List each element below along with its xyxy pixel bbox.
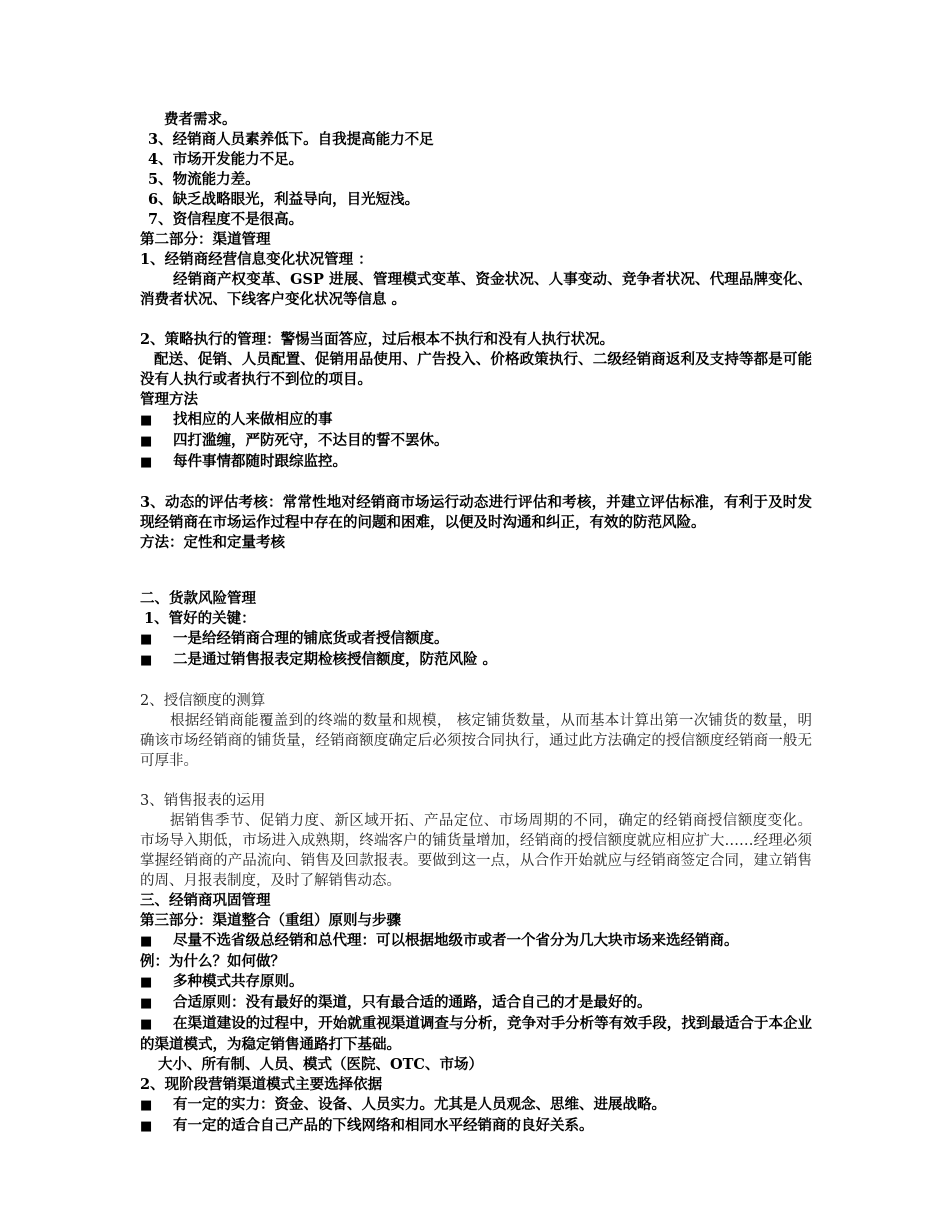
risk-key-text: 二是通过销售报表定期检核授信额度，防范风险 。	[173, 651, 498, 668]
bullet-square-icon: ■	[140, 1119, 153, 1134]
risk-heading: 二、货款风险管理	[140, 590, 256, 607]
part2-s1-heading: 1、经销商经营信息变化状况管理 ：	[140, 251, 373, 268]
risk-key-text: 一是给经销商合理的铺底货或者授信额度。	[173, 630, 449, 647]
method-label: 管理方法	[140, 391, 198, 408]
method-item	[140, 431, 812, 452]
part3-heading: 第三部分：渠道整合（重组）原则与步骤	[140, 912, 401, 929]
principle-text: 合适原则：没有最好的渠道，只有最合适的通路，适合自己的才是最好的。	[173, 994, 652, 1011]
risk-s3-heading: 3、销售报表的运用	[140, 793, 266, 809]
part2-s2-heading: 2、策略执行的管理：警惕当面答应，过后根本不执行和没有人执行状况。	[140, 331, 615, 348]
spacer	[140, 310, 812, 330]
bullet-square-icon: ■	[140, 996, 153, 1011]
principle-item	[140, 993, 812, 1014]
part2-s2-text: 配送、促销、人员配置、促销用品使用、广告投入、价格政策执行、二级经销商返利及支持等都是可能没有人执行或者执行不到位的项目。	[140, 351, 812, 388]
bullet-square-icon: ■	[140, 413, 153, 428]
part2-s3-method: 方法：定性和定量考核	[140, 534, 285, 551]
document-page	[140, 110, 812, 1137]
basis-text: 有一定的适合自己产品的下线网络和相同水平经销商的良好关系。	[173, 1117, 594, 1134]
principle-item-wrapped	[140, 1014, 812, 1055]
risk-s2-text: 根据经销商能覆盖到的终端的数量和规模， 核定铺货数量，从而基本计算出第一次铺货的数量，明确该市场经销商的铺货量，经销商额度确定后必须按合同执行，通过此方法确定的授信额度经销商一般无可厚非。	[140, 713, 812, 769]
risk-s2-heading: 2、授信额度的测算	[140, 693, 266, 709]
risk-key-item	[140, 629, 812, 650]
list-item-6: 6、缺乏战略眼光，利益导向，目光短浅。	[148, 191, 420, 208]
principle-example: 例：为什么？如何做？	[140, 953, 285, 970]
basis-item	[140, 1116, 812, 1137]
bullet-square-icon: ■	[140, 934, 153, 949]
bullet-square-icon: ■	[140, 434, 153, 449]
method-item-text: 找相应的人来做相应的事	[173, 411, 333, 428]
bullet-square-icon: ■	[140, 632, 153, 647]
bullet-square-icon: ■	[140, 1098, 153, 1113]
risk-s3-text: 据销售季节、促销力度、新区域开拓、产品定位、市场周期的不同，确定的经销商授信额度变化。 市场导入期低，市场进入成熟期，终端客户的铺货量增加，经销商的授信额度就应相应扩大……经理必须掌握经销商的产品流向、销售及回款报表。要做到这一点，从合作开始就应与经销商签定合同，建立销售的周、月报表制度，及时了解销售动态。	[140, 813, 812, 889]
list-item-4: 4、市场开发能力不足。	[148, 151, 304, 168]
principle-text: 尽量不选省级总经销和总代理：可以根据地级市或者一个省分为几大块市场来选经销商。	[173, 932, 739, 949]
bullet-square-icon: ■	[140, 975, 153, 990]
list-item-7: 7、资信程度不是很高。	[148, 211, 304, 228]
principle-item	[140, 972, 812, 993]
spacer	[140, 473, 812, 493]
list-item-3: 3、经销商人员素养低下。自我提高能力不足	[148, 131, 434, 148]
principle-note: 大小、所有制、人员、模式（医院、OTC、市场）	[158, 1056, 483, 1073]
spacer	[140, 671, 812, 691]
method-item	[140, 452, 812, 473]
basis-text: 有一定的实力：资金、设备、人员实力。尤其是人员观念、思维、进展战略。	[173, 1096, 666, 1113]
part2-s3-text: 3、动态的评估考核：常常性地对经销商市场运行动态进行评估和考核，并建立评估标准，有利于及时发现经销商在市场运作过程中存在的问题和困难，以便及时沟通和纠正，有效的防范风险。	[140, 494, 812, 531]
method-item	[140, 410, 812, 431]
part3-s2-heading: 2、现阶段营销渠道模式主要选择依据	[140, 1076, 383, 1093]
risk-key-heading: 1、管好的关键：	[144, 610, 256, 627]
part2-heading: 第二部分：渠道管理	[140, 231, 271, 248]
bullet-square-icon: ■	[140, 1017, 153, 1032]
principle-item	[140, 931, 812, 952]
spacer	[140, 553, 812, 589]
method-item-text: 每件事情都随时跟综监控。	[173, 453, 347, 470]
method-item-text: 四打滥缠，严防死守，不达目的誓不罢休。	[173, 432, 449, 449]
bullet-square-icon: ■	[140, 455, 153, 470]
principle-text: 在渠道建设的过程中，开始就重视渠道调查与分析，竞争对手分析等有效手段，找到最适合于本企业的渠道模式，为稳定销售通路打下基础。	[140, 1015, 812, 1053]
bullet-square-icon: ■	[140, 653, 153, 668]
risk-key-item	[140, 650, 812, 671]
part2-s1-text: 经销商产权变革、GSP 进展、管理模式变革、资金状况、人事变动、竞争者状况、代理品牌变化、消费者状况、下线客户变化状况等信息 。	[140, 271, 812, 308]
spacer	[140, 771, 812, 791]
list-item-5: 5、物流能力差。	[148, 171, 260, 188]
basis-item	[140, 1095, 812, 1116]
list-continuation: 费者需求。	[164, 111, 237, 128]
principle-text: 多种模式共存原则。	[173, 973, 304, 990]
consolidate-heading: 三、经销商巩固管理	[140, 892, 271, 909]
